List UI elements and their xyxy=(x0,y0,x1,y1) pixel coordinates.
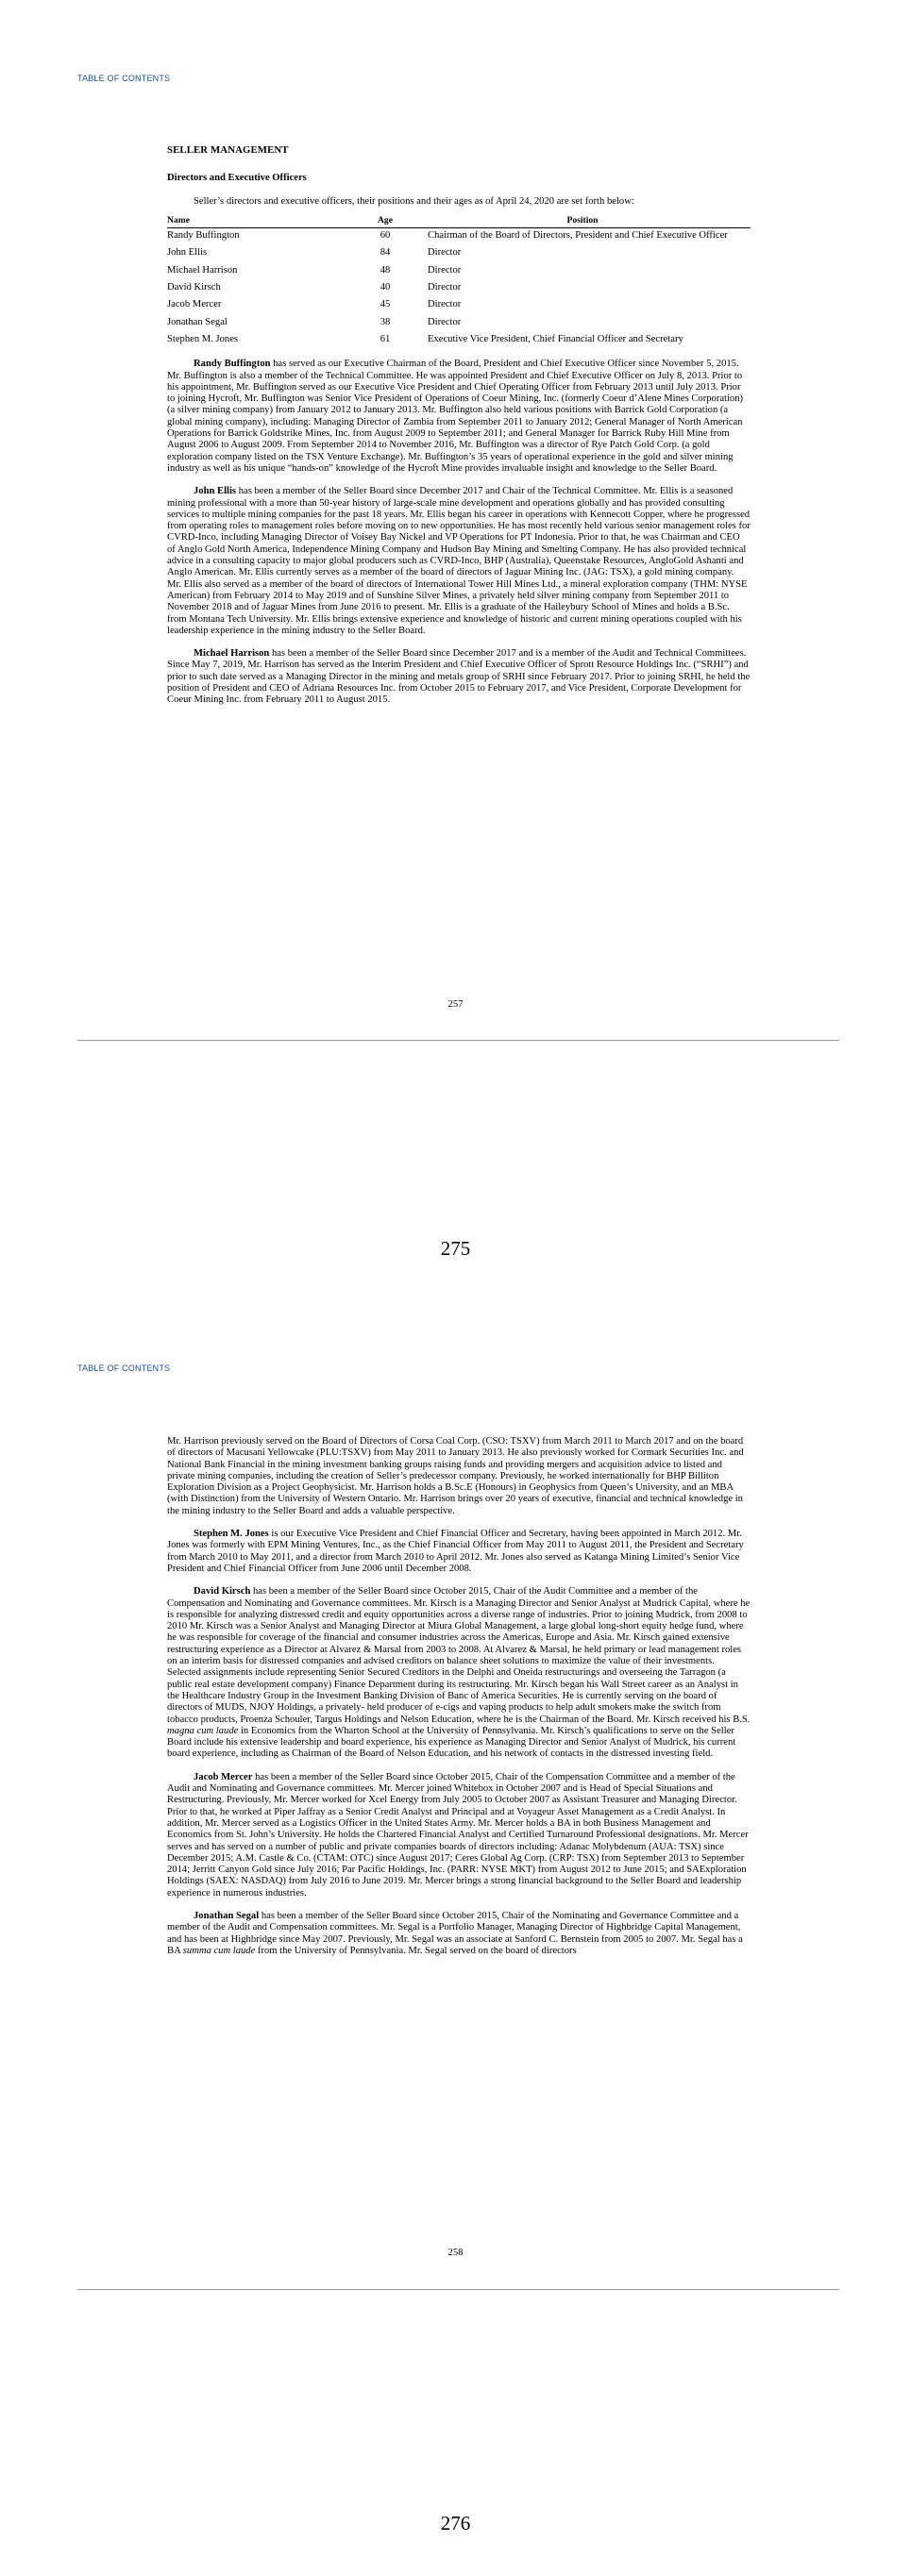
bio-segal xyxy=(167,1911,751,1957)
column-header-name: Name xyxy=(167,215,356,228)
officer-age: 48 xyxy=(380,264,391,276)
bio-text: has been a member of the Seller Board since December 2017 and is a member of the Audit and Technical Committees. Since May 7, 2019, Mr. Harrison has served as the Interim President and Chief Executive Officer of Sprott Resource Holdings Inc. (“SRHI”) and prior to such date served as a Managing Director in the mining and metals group of SRHI since February 2017. Prior to joining SRHI, he held the position of President and CEO of Adriana Resources Inc. from October 2015 to February 2017, and Vice President, Corporate Development for Coeur Mining Inc. from February 2011 to August 2015. xyxy=(167,648,751,706)
officer-age: 84 xyxy=(380,247,391,259)
section-title: SELLER MANAGEMENT xyxy=(167,144,289,156)
bio-name: Jacob Mercer xyxy=(194,1771,253,1782)
bio-text: in Economics from the Wharton School at the University of Pennsylvania. Mr. Kirsch’s qualifications to serve on the Seller Board include his extensive leadership and board experience, his experience as Managing Director and Senior Analyst of Mudrick, his current board experience, including as Chairman of the Board of Nelson Education, and his network of contacts in the distressed investing field. xyxy=(167,1725,736,1760)
table-row xyxy=(167,332,751,349)
bio-jones xyxy=(167,1529,751,1575)
table-row xyxy=(167,228,751,246)
table-of-contents-link[interactable]: TABLE OF CONTENTS xyxy=(77,1363,171,1373)
bio-honor: summa cum laude xyxy=(182,1945,256,1956)
officer-position: Director xyxy=(428,247,462,259)
page-number: 257 xyxy=(447,999,464,1010)
bio-text: from the University of Pennsylvania. Mr. Segal served on the board of directors xyxy=(255,1945,577,1956)
bio-name: David Kirsch xyxy=(194,1586,251,1597)
page-258 xyxy=(167,1436,751,1968)
officer-name: David Kirsch xyxy=(167,282,221,293)
table-of-contents-link[interactable]: TABLE OF CONTENTS xyxy=(77,74,171,83)
document-page-number: 276 xyxy=(440,2512,471,2534)
officer-name: Jacob Mercer xyxy=(167,299,222,310)
officer-age: 61 xyxy=(380,333,391,344)
bio-ellis xyxy=(167,486,751,637)
officer-age: 38 xyxy=(380,316,391,327)
table-row xyxy=(167,263,751,280)
officer-name: John Ellis xyxy=(167,247,208,259)
officer-position: Director xyxy=(428,282,462,293)
officer-position: Director xyxy=(428,316,462,327)
bio-name: Michael Harrison xyxy=(194,648,270,660)
bio-name: Jonathan Segal xyxy=(194,1910,260,1921)
column-header-position: Position xyxy=(414,215,751,228)
page-257 xyxy=(167,144,751,718)
bio-text: has been a member of the Seller Board since October 2015, Chair of the Audit Committee and a member of the Compensation and Nominating and Governance committees. Mr. Kirsch is a Managing Director and Senior Analyst at Mudrick Capital, where he is responsible for analyzing distressed credit and equity opportunities across a diverse range of industries. Prior to joining Mudrick, from 2008 to 2010 Mr. Kirsch was a Senior Analyst and Managing Director at Miura Global Management, a large global long-short equity hedge fund, where he was responsible for coverage of the financial and consumer industries across the Americas, Europe and Asia. Mr. Kirsch gained extensive restructuring experience as a Director at Alvarez & Marsal from 2003 to 2008. At Alvarez & Marsal, he held primary or lead management roles on an interim basis for distressed companies and advised creditors on balance sheet solutions to maximize the value of their investments. Selected assignments include representing Senior Secured Creditors in the Delphi and Oneida restructurings and overseeing the Tarragon (a public real estate development company) Finance Department during its restructuring. Mr. Kirsch began his Wall Street career as an Analyst in the Healthcare Industry Group in the Investment Banking Division of Banc of America Securities. He is currently serving on the board of directors of MUDS, NJOY Holdings, a privately- held producer of e-cigs and vaping products to help adult smokers make the switch from tobacco products, Proenza Schouler, Targus Holdings and Nelson Education, where he is the Chairman of the Board. Mr. Kirsch received his B.S. xyxy=(167,1586,751,1725)
officer-name: Randy Buffington xyxy=(167,230,240,242)
intro-paragraph: Seller’s directors and executive officers, their positions and their ages as of April 24, 2020 are set forth below: xyxy=(194,195,634,207)
officer-position: Executive Vice President, Chief Financial Officer and Secretary xyxy=(428,333,683,344)
column-header-age: Age xyxy=(369,215,401,228)
officer-name: Jonathan Segal xyxy=(167,316,228,327)
page-divider xyxy=(77,1040,839,1041)
table-row xyxy=(167,297,751,314)
bio-mercer xyxy=(167,1772,751,1899)
bio-text: is our Executive Vice President and Chief Financial Officer and Secretary, having been appointed in March 2012. Mr. Jones was formerly with EPM Mining Ventures, Inc., as the Chief Financial Officer from May 2011 to August 2011, the President and Secretary from March 2010 to May 2011, and a director from March 2010 to April 2012. Mr. Jones also served as Katanga Mining Limited’s Senior Vice President and Chief Financial Officer from June 2006 until December 2008. xyxy=(167,1529,744,1574)
bio-name: Stephen M. Jones xyxy=(194,1529,269,1540)
bio-text: has been a member of the Seller Board since October 2015, Chair of the Compensation Committee and a member of the Audit and Nominating and Governance committees. Mr. Mercer joined Whitebox in October 2007 and is Head of Special Situations and Restructuring. Previously, Mr. Mercer worked for Xcel Energy from July 2005 to October 2007 as Assistant Treasurer and Managing Director. Prior to that, he worked at Piper Jaffray as a Senior Credit Analyst and Principal and at Voyageur Asset Management as a Credit Analyst. In addition, Mr. Mercer served as a Logistics Officer in the United States Army. Mr. Mercer holds a BA in both Business Management and Economics from St. John’s University. He holds the Chartered Financial Analyst and Certified Turnaround Professional designations. Mr. Mercer serves and has served on a number of public and private companies boards of directors including: Adanac Molybdenum (AUA: TSX) since December 2015; A.M. Castle & Co. (CTAM: OTC) since August 2017; Ceres Global Ag Corp. (CRP: TSX) from September 2013 to September 2014; Jerritt Canyon Gold since July 2016; Par Pacific Holdings, Inc. (PARR: NYSE MKT) from August 2012 to June 2015; and SAExploration Holdings (SAEX: NASDAQ) from July 2016 to June 2019. Mr. Mercer brings a strong financial background to the Seller Board and leadership experience in numerous industries. xyxy=(167,1771,749,1899)
officer-position: Director xyxy=(428,264,462,276)
officers-table xyxy=(167,215,751,349)
officer-name: Stephen M. Jones xyxy=(167,333,239,344)
table-row xyxy=(167,280,751,297)
bio-kirsch xyxy=(167,1586,751,1760)
officer-position: Director xyxy=(428,299,462,310)
bio-harrison xyxy=(167,648,751,706)
document-page-number: 275 xyxy=(440,1237,471,1260)
officer-position: Chairman of the Board of Directors, President and Chief Executive Officer xyxy=(428,230,728,242)
officer-name: Michael Harrison xyxy=(167,264,238,276)
subheading: Directors and Executive Officers xyxy=(167,173,307,184)
harrison-continued: Mr. Harrison previously served on the Board of Directors of Corsa Coal Corp. (CSO: TSXV) from March 2011 to March 2017 and on the board of directors of Macusani Yellowcake (PLU:TSXV) from May 2011 to January 2013. He also previously worked for Cormark Securities Inc. and National Bank Financial in the mining investment banking groups raising funds and providing mergers and acquisition advice to listed and private mining companies, including the creation of Seller’s predecessor company. Previously, he worked internationally for BHP Billiton Exploration Division as a Project Geophysicist. Mr. Harrison holds a B.Sc.E (Honours) in Geophysics from Queen’s University, and an MBA (with Distinction) from the University of Western Ontario. Mr. Harrison brings over 20 years of executive, financial and technical knowledge in the mining industry to the Seller Board and adds a valuable perspective. xyxy=(167,1436,744,1516)
officer-age: 40 xyxy=(380,282,391,293)
table-row xyxy=(167,315,751,332)
bio-buffington xyxy=(167,359,751,475)
officer-age: 45 xyxy=(380,299,391,310)
bio-text: has served as our Executive Chairman of the Board, President and Chief Executive Officer since November 5, 2015. Mr. Buffington is also a member of the Technical Committee. He was appointed President and Chief Executive Officer on July 8, 2013. Prior to his appointment, Mr. Buffington served as our Executive Vice President and Chief Operating Officer from February 2013 until July 2013. Prior to joining Hycroft, Mr. Buffington was Senior Vice President of Operations of Coeur Mining, Inc. (formerly Coeur d’Alene Mines Corporation) (a silver mining company) from January 2012 to January 2013. Mr. Buffington also held various positions with Barrick Gold Corporation (a global mining company), including: Managing Director of Zambia from September 2011 to January 2012; General Manager of North American Operations for Barrick Goldstrike Mines, Inc. from August 2009 to September 2011; and General Manager for Barrick Ruby Hill Mine from August 2006 to August 2009. From September 2014 to November 2016, Mr. Buffington was a director of Rye Patch Gold Corp. (a gold exploration company listed on the TSX Venture Exchange). Mr. Buffington’s 35 years of operational experience in the gold and silver mining industry as well as his unique “hands-on” knowledge of the Hycroft Mine provides invaluable insight and knowledge to the Seller Board. xyxy=(167,359,744,474)
page-divider xyxy=(77,2289,839,2290)
page-number: 258 xyxy=(447,2248,464,2258)
bio-name: John Ellis xyxy=(194,486,237,497)
table-row xyxy=(167,245,751,262)
bio-text: has been a member of the Seller Board since October 2015, Chair of the Nominating and Governance Committee and a member of the Audit and Compensation committees. Mr. Segal is a Portfolio Manager, Managing Director of Highbridge Capital Management, and has been at Highbridge since May 2007. Previously, Mr. Segal was an associate at Sanford C. Bernstein from 2005 to 2007. Mr. Segal has a BA xyxy=(167,1910,743,1956)
officer-age: 60 xyxy=(380,230,391,242)
bio-name: Randy Buffington xyxy=(194,359,271,370)
bio-text: has been a member of the Seller Board since December 2017 and Chair of the Technical Committee. Mr. Ellis is a seasoned mining professional with a more than 50-year history of large-scale mine development and operations globally and has provided consulting services to multiple mining companies for the past 18 years. Mr. Ellis began his career in operations with Kennecott Copper, where he progressed from operating roles to management roles before moving on to new opportunities. He has most recently held various senior management roles for CVRD-Inco, including Managing Director of Voisey Bay Nickel and VP Operations for PT Indonesia. Prior to that, he was Chairman and CEO of Anglo Gold North America, Independence Mining Company and Hudson Bay Mining and Smelting Company. He has also provided technical advice in a consulting capacity to major global producers such as CVRD-Inco, BHP (Australia), Queenstake Resources, AngloGold Ashanti and Anglo American. Mr. Ellis currently serves as a member of the board of directors of Jaguar Mining Inc. (JAG: TSX), a gold mining company. Mr. Ellis also served as a member of the board of directors of International Tower Hill Mines Ltd., a mineral exploration company (THM: NYSE American) from February 2014 to May 2019 and of Sunshine Silver Mines, a privately held silver mining company from September 2011 to November 2018 and of Jaguar Mines from June 2016 to present. Mr. Ellis is a graduate of the Haileybury School of Mines and holds a B.Sc. from Montana Tech University. Mr. Ellis brings extensive experience and knowledge of historic and current mining operations coupled with his leadership experience in the mining industry to the Seller Board. xyxy=(167,486,751,636)
bio-honor: magna cum laude xyxy=(167,1725,239,1736)
